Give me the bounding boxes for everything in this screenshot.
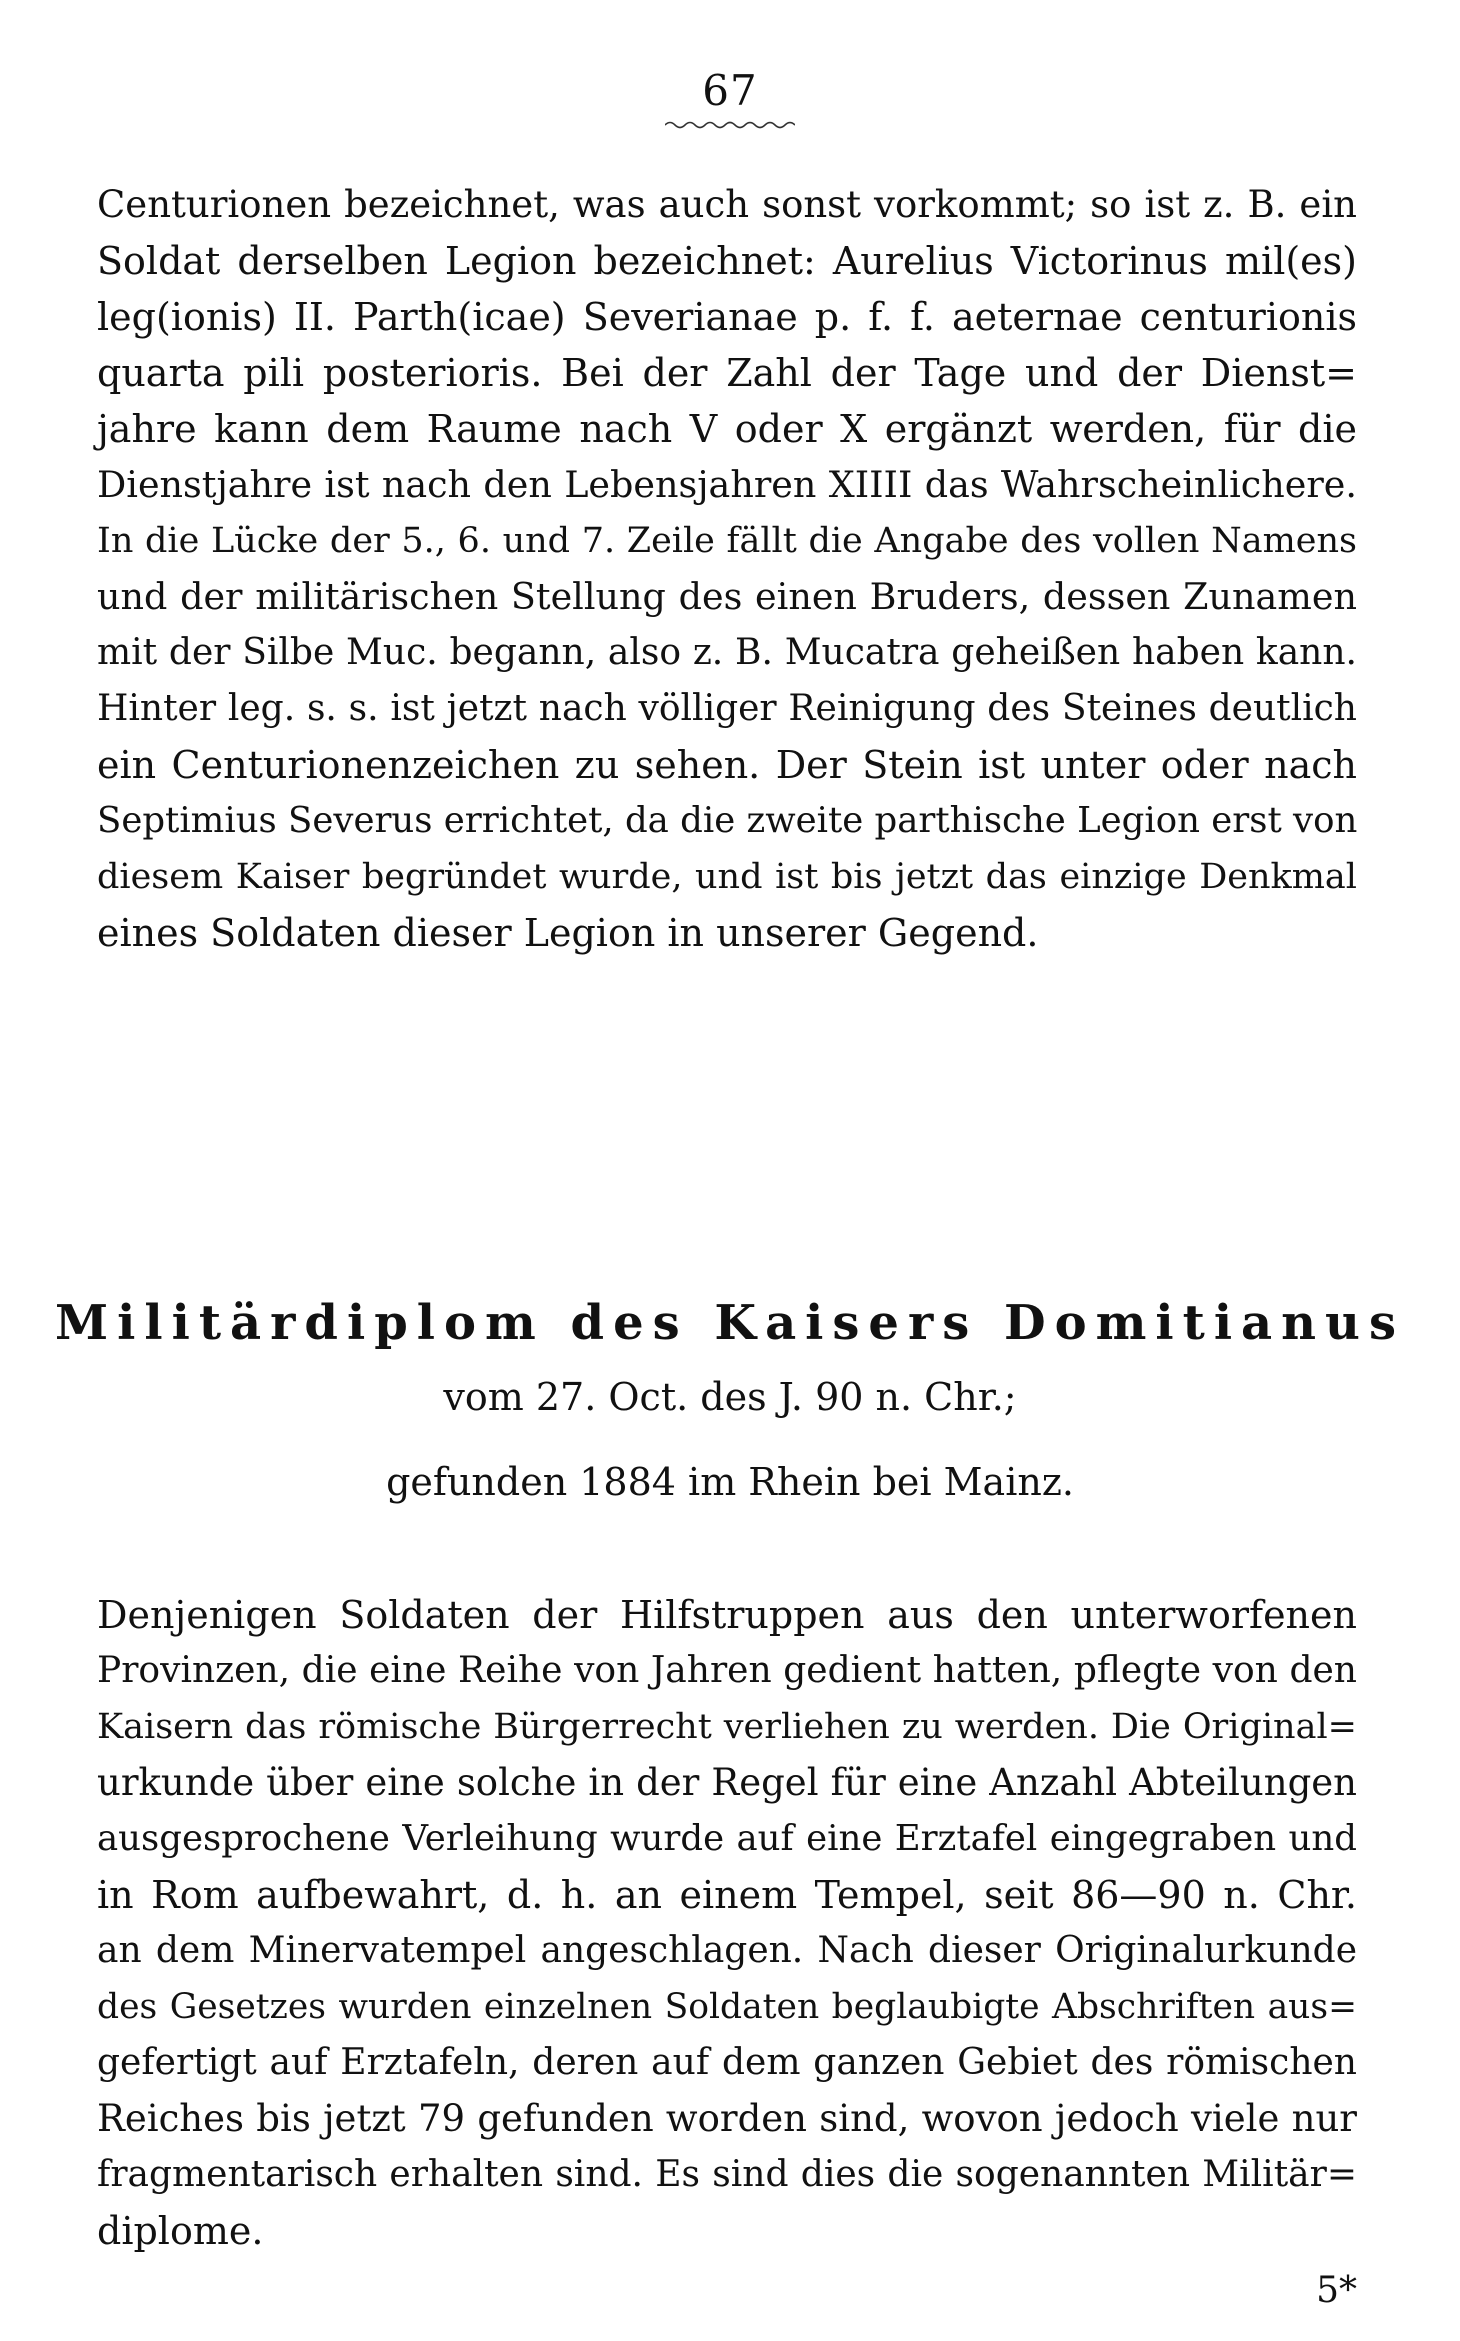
text-line: Denjenigen Soldaten der Hilfstruppen aus den unterworfenen: [97, 1593, 1357, 1637]
text-line: mit der Silbe Muc. begann, also z. B. Mucatra geheißen haben kann.: [97, 632, 1357, 673]
text-line: diesem Kaiser begründet wurde, und ist bis jetzt das einzige Denkmal: [97, 857, 1357, 897]
text-line: gefertigt auf Erztafeln, deren auf dem ganzen Gebiet des römischen: [97, 2042, 1357, 2083]
text-line: Provinzen, die eine Reihe von Jahren gedient hatten, pflegte von den: [97, 1650, 1357, 1691]
page-number: 67: [702, 66, 758, 115]
text-line: Reiches bis jetzt 79 gefunden worden sind, wovon jedoch viele nur: [97, 2097, 1357, 2140]
text-line: in Rom aufbewahrt, d. h. an einem Tempel, seit 86—90 n. Chr.: [97, 1873, 1357, 1917]
text-line: ein Centurionenzeichen zu sehen. Der Stein ist unter oder nach: [97, 743, 1357, 787]
text-line: jahre kann dem Raume nach V oder X ergänzt werden, für die: [97, 407, 1357, 451]
text-line: des Gesetzes wurden einzelnen Soldaten beglaubigte Abschriften aus=: [97, 1987, 1357, 2027]
text-line: urkunde über eine solche in der Regel für eine Anzahl Abteilungen: [97, 1761, 1357, 1804]
signature-mark: 5*: [1316, 2270, 1357, 2311]
text-line: ausgesprochene Verleihung wurde auf eine Erztafel eingegraben und: [97, 1818, 1357, 1859]
text-line: Centurionen bezeichnet, was auch sonst vorkommt; so ist z. B. ein: [97, 183, 1357, 226]
section-findspot: gefunden 1884 im Rhein bei Mainz.: [386, 1460, 1074, 1504]
text-line: eines Soldaten dieser Legion in unserer Gegend.: [97, 911, 1039, 955]
text-line: Hinter leg. s. s. ist jetzt nach völliger Reinigung des Steines deutlich: [97, 688, 1357, 729]
section-date: vom 27. Oct. des J. 90 n. Chr.;: [443, 1375, 1017, 1419]
text-line: fragmentarisch erhalten sind. Es sind dies die sogenannten Militär=: [97, 2154, 1357, 2195]
text-line: und der militärischen Stellung des einen Bruders, dessen Zunamen: [97, 575, 1357, 618]
section-title: Militärdiplom des Kaisers Domitianus: [55, 1295, 1405, 1351]
text-line: Kaisern das römische Bürgerrecht verliehen zu werden. Die Original=: [97, 1707, 1357, 1747]
text-line: an dem Minervatempel angeschlagen. Nach dieser Originalurkunde: [97, 1930, 1357, 1971]
text-line: In die Lücke der 5., 6. und 7. Zeile fällt die Angabe des vollen Namens: [97, 521, 1357, 561]
wavy-rule-ornament: [665, 120, 795, 130]
text-line: Soldat derselben Legion bezeichnet: Aurelius Victorinus mil(es): [97, 239, 1357, 283]
text-line: diplome.: [97, 2209, 264, 2253]
text-line: leg(ionis) II. Parth(icae) Severianae p. f. f. aeternae centurionis: [97, 295, 1357, 339]
text-line: Septimius Severus errichtet, da die zweite parthische Legion erst von: [97, 800, 1358, 841]
text-line: quarta pili posterioris. Bei der Zahl der Tage und der Dienst=: [97, 351, 1357, 395]
text-line: Dienstjahre ist nach den Lebensjahren XIIII das Wahrscheinlichere.: [97, 463, 1357, 506]
